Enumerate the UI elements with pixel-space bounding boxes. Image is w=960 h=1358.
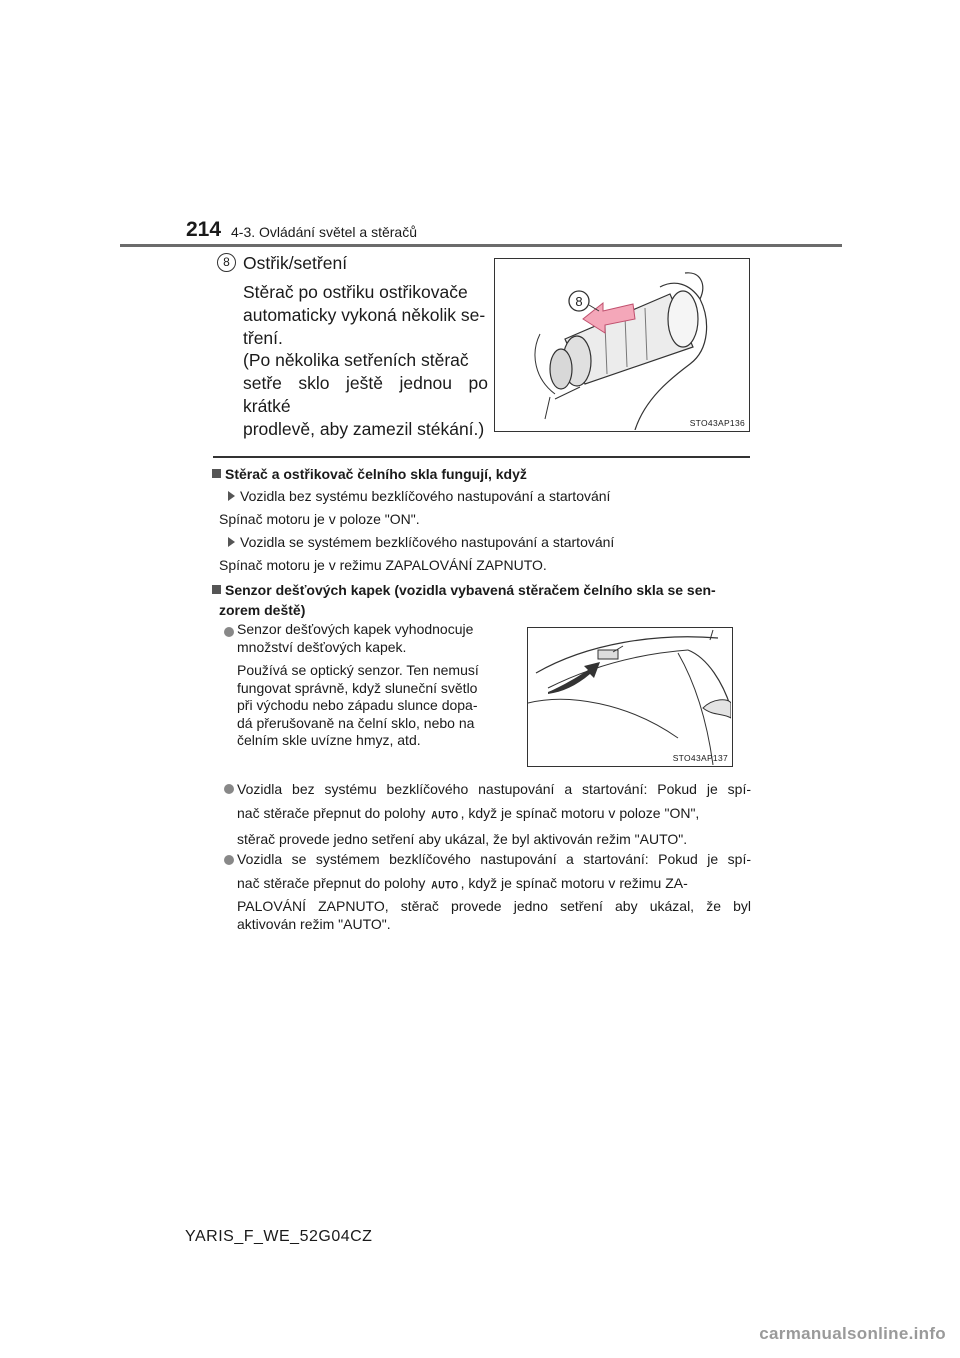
section-heading-text: Senzor dešťových kapek (vozidla vybavená stěračem čelního skla se sen- [225,582,716,598]
bullet-line: množství dešťových kapek. [237,639,407,655]
bullet-line: PALOVÁNÍ ZAPNUTO, stěrač provede jedno setření aby ukázal, že byl [237,898,751,914]
bullet-dot [224,624,234,642]
bullet-line-part: , když je spínač motoru v poloze "ON", [460,805,700,821]
round-bullet-icon [224,855,234,865]
bullet-line: aktivován režim "AUTO". [237,916,391,932]
rain-sensor-illustration [528,628,731,765]
section-heading-text: Stěrač a ostřikovač čelního skla fungují, když [225,466,527,482]
rain-sensor-figure [527,627,733,767]
bullet-line-part: nač stěrače přepnut do polohy [237,875,426,891]
wiper-lever-figure [494,258,750,432]
section-heading-text: zorem deště) [219,602,306,618]
bullet-line: Vozidla se systémem bezklíčového nastupování a startování: Pokud je spí- [237,851,751,867]
item-note [243,349,488,441]
condition-label: Vozidla bez systému bezklíčového nastupování a startování [240,488,611,504]
page-number: 214 [186,218,222,241]
bullet-line: Senzor dešťových kapek vyhodnocuje [237,621,474,637]
round-bullet-icon [224,627,234,637]
item-note-line: (Po několika setřeních stěrač [243,350,469,370]
square-bullet-icon [212,469,221,478]
section-divider [213,456,750,458]
bullet-dot [224,852,234,870]
bullet-dot [224,781,234,799]
figure-code: STO43AP136 [689,418,745,428]
bullet-paragraph [237,662,513,750]
figure-callout-label: 8 [575,294,583,309]
document-code: YARIS_F_WE_52G04CZ [185,1228,373,1245]
bullet-paragraph-line: fungovat správně, když sluneční světlo [237,679,478,696]
auto-mode-icon: AUTO [431,809,459,821]
bullet-line: Vozidla bez systému bezklíčového nastupování a startování: Pokud je spí- [237,781,751,797]
item-note-line: setře sklo ještě jednou po krátké [243,373,488,416]
figure-code: STO43AP137 [672,753,728,763]
condition-item [228,534,614,550]
item-description-line: Stěrač po ostřiku ostřikovače [243,282,468,302]
bullet-line [237,801,751,827]
bullet-paragraph-line: při východu nebo západu slunce dopa- [237,697,478,713]
condition-item [228,488,610,504]
section-heading [212,580,752,620]
bullet-paragraph-line: čelním skle uvízne hmyz, atd. [237,732,421,748]
bullet-line-part: , když je spínač motoru v režimu ZA- [460,875,688,891]
item-description-line: tření. [243,328,283,348]
bullet-paragraph-line: Používá se optický senzor. Ten nemusí [237,662,479,678]
bullet-text [237,777,751,851]
bullet-text [237,620,513,656]
triangle-bullet-icon [228,537,235,547]
round-bullet-icon [224,784,234,794]
triangle-bullet-icon [228,491,235,501]
wiper-lever-illustration [495,259,748,430]
section-heading [212,464,752,484]
item-description [243,281,488,350]
bullet-line-part: nač stěrače přepnut do polohy [237,805,426,821]
item-title: Ostřik/setření [243,253,348,273]
auto-mode-icon: AUTO [431,879,459,891]
condition-label: Vozidla se systémem bezklíčového nastupování a startování [240,534,615,550]
item-note-line: prodlevě, aby zamezil stékání.) [243,419,485,439]
section-title: 4-3. Ovládání světel a stěračů [231,224,417,240]
square-bullet-icon [212,585,221,594]
condition-text: Spínač motoru je v poloze "ON". [219,511,420,527]
bullet-text [237,848,751,933]
item-description-line: automaticky vykoná několik se- [243,305,486,325]
bullet-paragraph-line: dá přerušovaně na čelní sklo, nebo na [237,714,475,731]
header-rule [120,244,842,247]
item-number-badge: 8 [217,253,236,272]
bullet-line: stěrač provede jedno setření aby ukázal, že byl aktivován režim "AUTO". [237,831,688,847]
bullet-line [237,871,751,897]
condition-text: Spínač motoru je v režimu ZAPALOVÁNÍ ZAPNUTO. [219,557,547,573]
watermark: carmanualsonline.info [759,1324,946,1343]
